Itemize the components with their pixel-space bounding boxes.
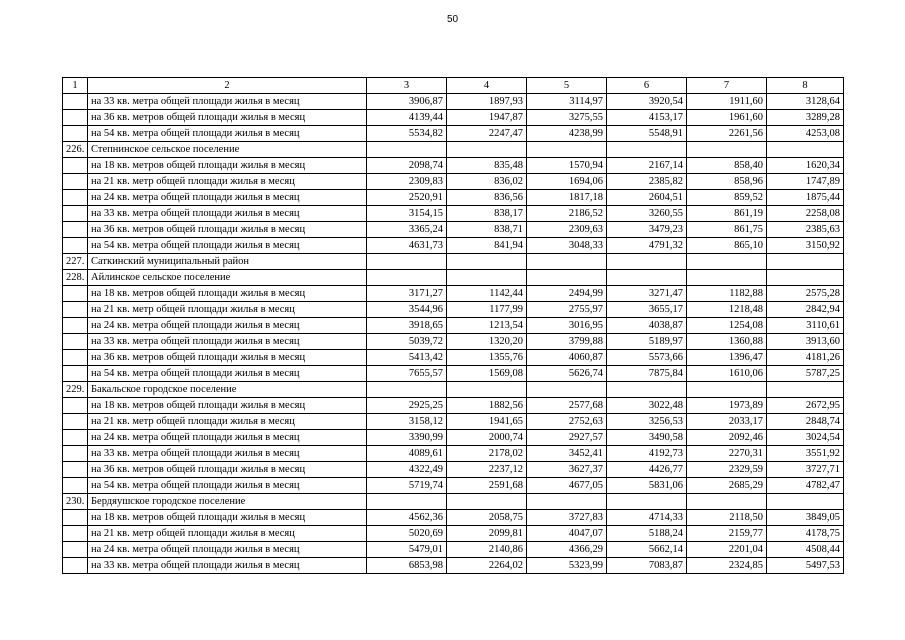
value-cell: 5548,91 [607,126,687,142]
row-label: на 54 кв. метра общей площади жилья в месяц [88,366,367,382]
value-cell: 5662,14 [607,542,687,558]
value-cell: 2264,02 [447,558,527,574]
value-cell: 3920,54 [607,94,687,110]
row-label: на 18 кв. метров общей площади жилья в месяц [88,398,367,414]
value-cell: 2000,74 [447,430,527,446]
value-cell: 1360,88 [687,334,767,350]
table-row [63,558,844,574]
value-cell: 859,52 [687,190,767,206]
value-cell: 4322,49 [367,462,447,478]
value-cell: 2385,63 [767,222,844,238]
row-label: на 18 кв. метров общей площади жилья в месяц [88,158,367,174]
row-label: на 24 кв. метра общей площади жилья в месяц [88,190,367,206]
value-cell: 5039,72 [367,334,447,350]
value-cell: 2178,02 [447,446,527,462]
value-cell [767,254,844,270]
table-row [63,206,844,222]
section-row [63,142,844,158]
value-cell: 4714,33 [607,510,687,526]
value-cell: 2118,50 [687,510,767,526]
value-cell [607,270,687,286]
column-header: 3 [367,78,447,94]
value-cell: 2159,77 [687,526,767,542]
value-cell: 2247,47 [447,126,527,142]
section-row [63,382,844,398]
value-cell: 3275,55 [527,110,607,126]
row-label: на 54 кв. метра общей площади жилья в месяц [88,478,367,494]
row-label: на 18 кв. метров общей площади жилья в месяц [88,286,367,302]
value-cell: 4631,73 [367,238,447,254]
table-row [63,334,844,350]
value-cell: 1396,47 [687,350,767,366]
row-number [63,350,88,366]
row-number [63,190,88,206]
value-cell [367,270,447,286]
value-cell: 3016,95 [527,318,607,334]
value-cell: 1747,89 [767,174,844,190]
value-cell: 4677,05 [527,478,607,494]
row-number [63,366,88,382]
row-label: на 21 кв. метр общей площади жилья в месяц [88,302,367,318]
row-label: на 18 кв. метров общей площади жилья в месяц [88,510,367,526]
table-row [63,398,844,414]
value-cell: 1213,54 [447,318,527,334]
value-cell: 5719,74 [367,478,447,494]
section-row [63,494,844,510]
value-cell: 3150,92 [767,238,844,254]
row-label: на 24 кв. метра общей площади жилья в месяц [88,542,367,558]
value-cell [607,254,687,270]
value-cell: 5189,97 [607,334,687,350]
row-label: Бакальское городское поселение [88,382,367,398]
value-cell: 3913,60 [767,334,844,350]
row-label: на 36 кв. метров общей площади жилья в месяц [88,462,367,478]
value-cell: 1694,06 [527,174,607,190]
row-number [63,238,88,254]
row-label: на 21 кв. метр общей площади жилья в месяц [88,526,367,542]
row-label: Степнинское сельское поселение [88,142,367,158]
value-cell: 4192,73 [607,446,687,462]
row-number [63,222,88,238]
tariff-table [62,77,844,574]
value-cell: 841,94 [447,238,527,254]
table-row [63,158,844,174]
value-cell: 3158,12 [367,414,447,430]
column-header: 7 [687,78,767,94]
value-cell: 1875,44 [767,190,844,206]
row-number [63,478,88,494]
value-cell: 6853,98 [367,558,447,574]
row-number [63,430,88,446]
value-cell: 2167,14 [607,158,687,174]
row-number: 229. [63,382,88,398]
value-cell: 3024,54 [767,430,844,446]
value-cell: 1182,88 [687,286,767,302]
table-row [63,350,844,366]
value-cell [447,270,527,286]
value-cell: 2575,28 [767,286,844,302]
value-cell: 1961,60 [687,110,767,126]
value-cell: 2258,08 [767,206,844,222]
value-cell [447,382,527,398]
value-cell [607,382,687,398]
value-cell: 835,48 [447,158,527,174]
value-cell: 1142,44 [447,286,527,302]
value-cell [767,270,844,286]
value-cell: 2098,74 [367,158,447,174]
row-number [63,542,88,558]
value-cell: 4426,77 [607,462,687,478]
value-cell: 5479,01 [367,542,447,558]
value-cell: 3906,87 [367,94,447,110]
table-row [63,366,844,382]
value-cell: 3365,24 [367,222,447,238]
row-number [63,526,88,542]
row-label: на 54 кв. метра общей площади жилья в месяц [88,126,367,142]
value-cell: 4089,61 [367,446,447,462]
value-cell: 1817,18 [527,190,607,206]
value-cell: 1897,93 [447,94,527,110]
value-cell: 2494,99 [527,286,607,302]
value-cell: 2033,17 [687,414,767,430]
value-cell: 3256,53 [607,414,687,430]
value-cell: 2848,74 [767,414,844,430]
value-cell: 3727,83 [527,510,607,526]
value-cell: 2309,63 [527,222,607,238]
value-cell: 5787,25 [767,366,844,382]
column-header: 2 [88,78,367,94]
value-cell: 1947,87 [447,110,527,126]
row-number [63,174,88,190]
table-row [63,126,844,142]
table-row [63,462,844,478]
table-body [63,78,844,574]
value-cell [607,494,687,510]
value-cell: 2925,25 [367,398,447,414]
row-number [63,462,88,478]
table-row [63,190,844,206]
value-cell: 1570,94 [527,158,607,174]
value-cell: 2309,83 [367,174,447,190]
value-cell: 3627,37 [527,462,607,478]
value-cell: 7083,87 [607,558,687,574]
value-cell: 3452,41 [527,446,607,462]
value-cell: 5020,69 [367,526,447,542]
row-label: на 33 кв. метра общей площади жилья в месяц [88,206,367,222]
value-cell: 3551,92 [767,446,844,462]
row-label: на 24 кв. метра общей площади жилья в месяц [88,318,367,334]
row-number [63,110,88,126]
row-number [63,446,88,462]
value-cell: 836,56 [447,190,527,206]
value-cell: 1620,34 [767,158,844,174]
value-cell [687,382,767,398]
row-number [63,302,88,318]
value-cell: 2577,68 [527,398,607,414]
value-cell: 4038,87 [607,318,687,334]
row-label: на 36 кв. метров общей площади жилья в месяц [88,222,367,238]
row-label: на 21 кв. метр общей площади жилья в месяц [88,414,367,430]
row-number [63,126,88,142]
row-label: на 33 кв. метра общей площади жилья в месяц [88,94,367,110]
row-label: на 21 кв. метр общей площади жилья в месяц [88,174,367,190]
table-row [63,430,844,446]
value-cell [767,142,844,158]
value-cell: 2058,75 [447,510,527,526]
value-cell: 3655,17 [607,302,687,318]
row-number [63,414,88,430]
table-row [63,94,844,110]
value-cell: 3390,99 [367,430,447,446]
value-cell [447,254,527,270]
row-label: на 36 кв. метров общей площади жилья в месяц [88,350,367,366]
value-cell: 858,96 [687,174,767,190]
value-cell [687,254,767,270]
value-cell: 2520,91 [367,190,447,206]
table-row [63,238,844,254]
value-cell: 4238,99 [527,126,607,142]
value-cell: 3154,15 [367,206,447,222]
value-cell: 7875,84 [607,366,687,382]
table-row [63,526,844,542]
row-label: на 36 кв. метров общей площади жилья в месяц [88,110,367,126]
value-cell: 2604,51 [607,190,687,206]
value-cell: 2261,56 [687,126,767,142]
row-number: 226. [63,142,88,158]
section-row [63,254,844,270]
row-label: на 24 кв. метра общей площади жилья в месяц [88,430,367,446]
value-cell [367,494,447,510]
value-cell: 3799,88 [527,334,607,350]
value-cell: 3918,65 [367,318,447,334]
table-row [63,446,844,462]
value-cell: 1254,08 [687,318,767,334]
row-number [63,206,88,222]
row-number [63,334,88,350]
row-label: на 54 кв. метра общей площади жилья в месяц [88,238,367,254]
column-header: 8 [767,78,844,94]
value-cell [687,494,767,510]
table-row [63,286,844,302]
value-cell: 4366,29 [527,542,607,558]
value-cell: 1973,89 [687,398,767,414]
value-cell: 1320,20 [447,334,527,350]
value-cell: 3114,97 [527,94,607,110]
value-cell: 1569,08 [447,366,527,382]
column-header: 1 [63,78,88,94]
value-cell: 2329,59 [687,462,767,478]
value-cell: 861,19 [687,206,767,222]
value-cell: 3849,05 [767,510,844,526]
table-row [63,478,844,494]
value-cell: 3171,27 [367,286,447,302]
row-number [63,94,88,110]
value-cell: 838,17 [447,206,527,222]
value-cell: 2270,31 [687,446,767,462]
row-number [63,158,88,174]
row-label: Бердяушское городское поселение [88,494,367,510]
value-cell: 4153,17 [607,110,687,126]
row-number: 230. [63,494,88,510]
value-cell: 5497,53 [767,558,844,574]
value-cell [687,270,767,286]
value-cell: 3110,61 [767,318,844,334]
value-cell: 858,40 [687,158,767,174]
value-cell: 2842,94 [767,302,844,318]
row-number [63,398,88,414]
value-cell [527,382,607,398]
value-cell: 5413,42 [367,350,447,366]
value-cell [767,382,844,398]
page-number: 50 [446,14,459,25]
value-cell: 4791,32 [607,238,687,254]
row-label: Айлинское сельское поселение [88,270,367,286]
row-number [63,286,88,302]
value-cell [607,142,687,158]
table-row [63,414,844,430]
value-cell: 1911,60 [687,94,767,110]
row-label: Саткинский муниципальный район [88,254,367,270]
header-row [63,78,844,94]
value-cell: 3260,55 [607,206,687,222]
row-label: на 33 кв. метра общей площади жилья в месяц [88,558,367,574]
table-row [63,174,844,190]
value-cell [527,494,607,510]
value-cell: 5626,74 [527,366,607,382]
value-cell: 2752,63 [527,414,607,430]
value-cell: 3479,23 [607,222,687,238]
value-cell: 2591,68 [447,478,527,494]
table-row [63,222,844,238]
value-cell [527,270,607,286]
row-number [63,318,88,334]
value-cell: 865,10 [687,238,767,254]
value-cell: 4178,75 [767,526,844,542]
value-cell: 4047,07 [527,526,607,542]
value-cell: 5831,06 [607,478,687,494]
value-cell: 4508,44 [767,542,844,558]
value-cell [367,382,447,398]
value-cell [687,142,767,158]
value-cell: 4782,47 [767,478,844,494]
value-cell: 5534,82 [367,126,447,142]
value-cell: 3128,64 [767,94,844,110]
value-cell: 1882,56 [447,398,527,414]
value-cell: 3289,28 [767,110,844,126]
row-number: 227. [63,254,88,270]
table-row [63,510,844,526]
value-cell: 7655,57 [367,366,447,382]
value-cell: 836,02 [447,174,527,190]
row-number: 228. [63,270,88,286]
value-cell: 2324,85 [687,558,767,574]
value-cell: 3048,33 [527,238,607,254]
value-cell: 1218,48 [687,302,767,318]
section-row [63,270,844,286]
value-cell: 4562,36 [367,510,447,526]
value-cell: 4139,44 [367,110,447,126]
column-header: 6 [607,78,687,94]
value-cell: 4181,26 [767,350,844,366]
value-cell: 2385,82 [607,174,687,190]
value-cell: 2099,81 [447,526,527,542]
column-header: 4 [447,78,527,94]
value-cell [367,254,447,270]
row-number [63,558,88,574]
value-cell: 3544,96 [367,302,447,318]
table-row [63,542,844,558]
value-cell: 2685,29 [687,478,767,494]
value-cell: 2140,86 [447,542,527,558]
value-cell [367,142,447,158]
column-header: 5 [527,78,607,94]
value-cell [447,142,527,158]
value-cell: 861,75 [687,222,767,238]
value-cell: 5323,99 [527,558,607,574]
table-row [63,110,844,126]
value-cell [527,142,607,158]
value-cell: 1177,99 [447,302,527,318]
value-cell [767,494,844,510]
value-cell: 2237,12 [447,462,527,478]
row-number [63,510,88,526]
value-cell: 3271,47 [607,286,687,302]
value-cell [527,254,607,270]
value-cell: 3022,48 [607,398,687,414]
value-cell: 838,71 [447,222,527,238]
value-cell: 2672,95 [767,398,844,414]
row-label: на 33 кв. метра общей площади жилья в месяц [88,334,367,350]
table-row [63,318,844,334]
value-cell: 1355,76 [447,350,527,366]
value-cell: 3727,71 [767,462,844,478]
value-cell: 2927,57 [527,430,607,446]
value-cell: 2755,97 [527,302,607,318]
value-cell: 3490,58 [607,430,687,446]
value-cell: 1941,65 [447,414,527,430]
value-cell: 2092,46 [687,430,767,446]
value-cell: 1610,06 [687,366,767,382]
value-cell: 2201,04 [687,542,767,558]
value-cell [447,494,527,510]
value-cell: 4253,08 [767,126,844,142]
value-cell: 4060,87 [527,350,607,366]
table-row [63,302,844,318]
row-label: на 33 кв. метра общей площади жилья в месяц [88,446,367,462]
value-cell: 5188,24 [607,526,687,542]
value-cell: 2186,52 [527,206,607,222]
value-cell: 5573,66 [607,350,687,366]
